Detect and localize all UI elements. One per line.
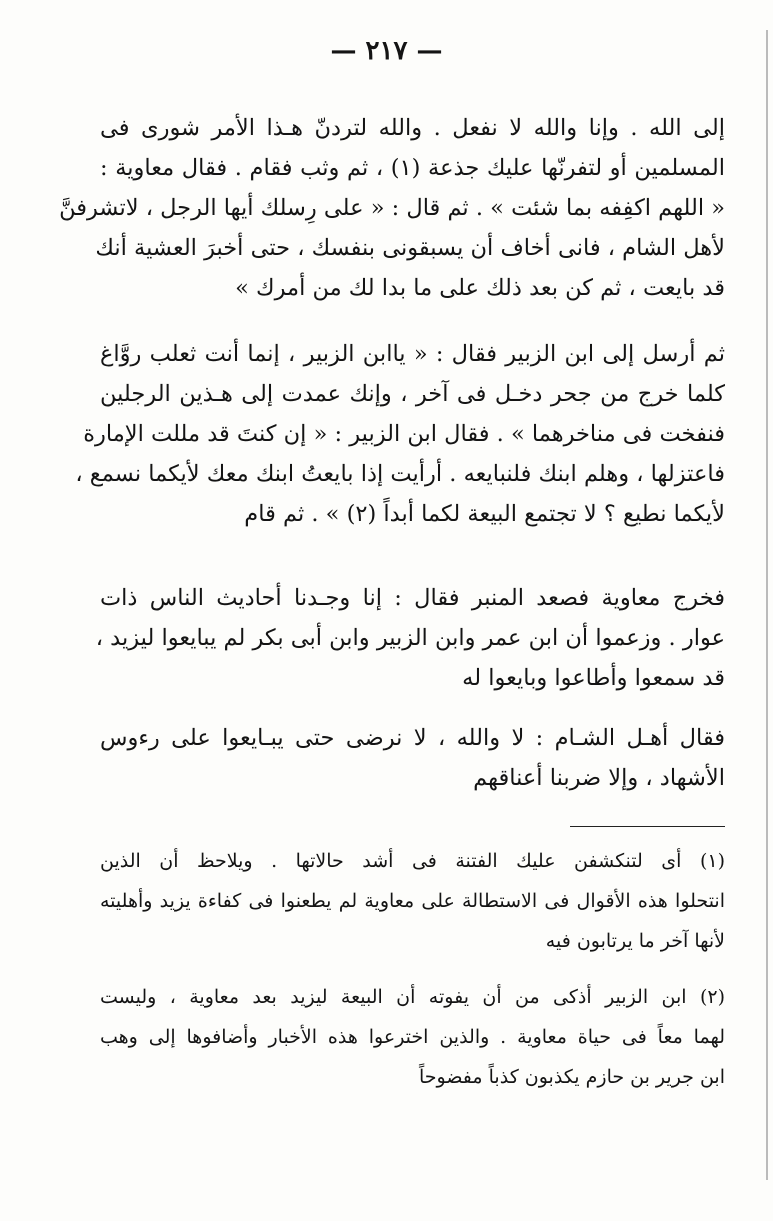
footnote-divider <box>570 826 725 827</box>
paragraph <box>75 334 725 534</box>
paragraph <box>95 578 725 698</box>
text-line: « اللهم اكفِفه بما شئت » . ثم قال : « على رِسلك أيها الرجل ، لاتشرفنَّ <box>59 195 725 221</box>
paragraph <box>59 108 725 308</box>
text-line: المسلمين أو لتفرنّها عليك جذعة (١) ، ثم وثب فقام . فقال معاوية : <box>100 155 725 181</box>
page-number: — ٢١٧ — <box>330 36 443 66</box>
page-edge-shadow <box>766 30 768 1180</box>
text-line: لأهل الشام ، فانى أخاف أن يسبقونى بنفسك ، حتى أخبرَ العشية أنك <box>95 235 725 261</box>
footnote-line: لهما معاً فى حياة معاوية . والذين اخترعوا هذه الأخبار وأضافوها إلى وهب <box>100 1026 725 1048</box>
text-line: الأشهاد ، وإلا ضربنا أعناقهم <box>473 765 725 791</box>
text-line: لأيكما نطيع ؟ لا تجتمع البيعة لكما أبداً (٢) » . ثم قام <box>244 501 725 527</box>
text-line: ثم أرسل إلى ابن الزبير فقال : « ياابن الزبير ، إنما أنت ثعلب روَّاغ <box>100 341 725 367</box>
text-line: فنفخت فى مناخرهما » . فقال ابن الزبير : « إن كنتَ قد مللت الإمارة <box>83 421 725 447</box>
text-line: عوار . وزعموا أن ابن عمر وابن الزبير وابن أبى بكر لم يبايعوا ليزيد ، <box>95 625 725 651</box>
footnote-line: (٢) ابن الزبير أذكى من أن يفوته أن البيعة ليزيد بعد معاوية ، وليست <box>100 986 725 1008</box>
text-line: قد بايعت ، ثم كن بعد ذلك على ما بدا لك من أمرك » <box>235 275 725 301</box>
text-line: قد سمعوا وأطاعوا وبايعوا له <box>462 665 725 691</box>
footnote-line: انتحلوا هذه الأقوال فى الاستطالة على معاوية لم يطعنوا فى كفاءة يزيد وأهليته <box>100 890 725 912</box>
text-line: فخرج معاوية فصعد المنبر فقال : إنا وجـدنا أحاديث الناس ذات <box>100 585 725 611</box>
footnote-line: لأنها آخر ما يرتابون فيه <box>545 930 725 952</box>
footnote-line: ابن جرير بن حازم يكذبون كذباً مفضوحاً <box>418 1066 725 1088</box>
paragraph <box>100 718 725 798</box>
text-line: فاعتزلها ، وهلم ابنك فلنبايعه . أرأيت إذا بايعتُ ابنك معك لأيكما نسمع ، <box>75 461 725 487</box>
text-line: إلى الله . وإنا والله لا نفعل . والله لتردنّ هـذا الأمر شورى فى <box>100 115 725 141</box>
text-line: فقال أهـل الشـام : لا والله ، لا نرضى حتى يبـايعوا على رءوس <box>100 725 725 751</box>
footnote-line: (١) أى لتنكشفن عليك الفتنة فى أشد حالاتها . ويلاحظ أن الذين <box>100 850 725 872</box>
text-line: كلما خرج من جحر دخـل فى آخر ، وإنك عمدت إلى هـذين الرجلين <box>100 381 725 407</box>
footnote <box>100 844 725 964</box>
footnote <box>100 980 725 1100</box>
